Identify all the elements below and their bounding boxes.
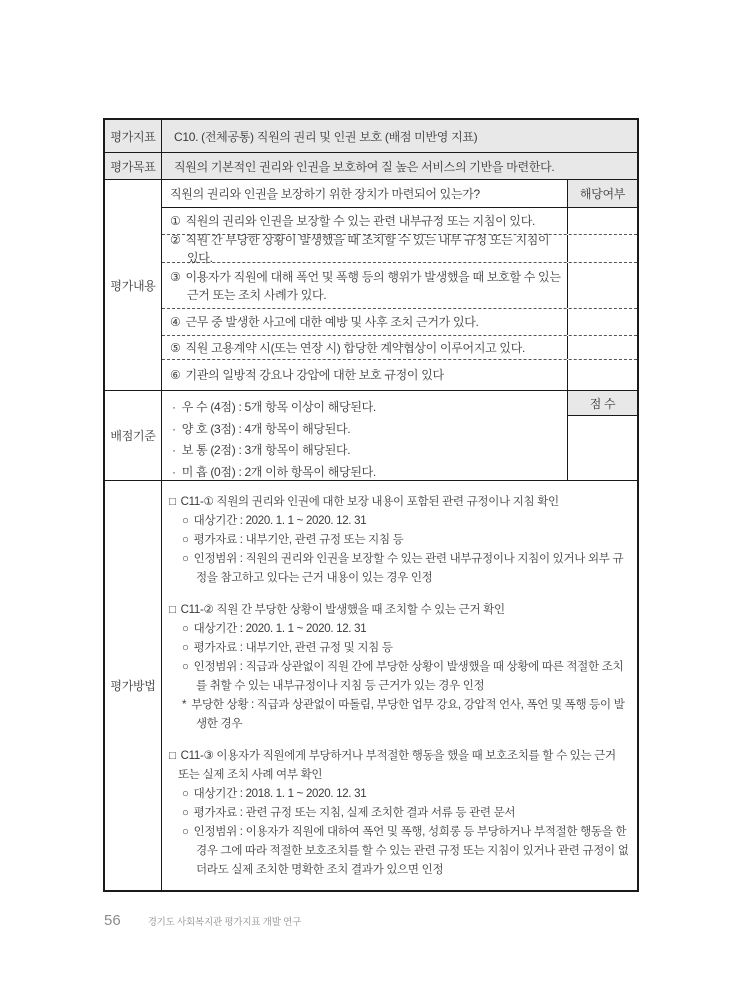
indicator-value: C10. (전체공통) 직원의 권리 및 인권 보호 (배점 미반영 지표) xyxy=(162,120,637,152)
score-cell xyxy=(568,416,637,480)
asterisk-icon: * xyxy=(182,699,187,711)
circle-icon: ○ xyxy=(182,534,189,546)
item-number-icon: ⑥ xyxy=(170,368,181,382)
method-label: 평가방법 xyxy=(105,481,162,890)
content-item-5 xyxy=(162,339,525,357)
applicability-header: 해당여부 xyxy=(567,180,637,207)
checkbox-icon: □ xyxy=(169,496,176,508)
content-item-1 xyxy=(162,212,535,230)
bullet-icon: · xyxy=(172,400,176,414)
content-item-1-text: 직원의 권리와 인권을 보장할 수 있는 관련 내부규정 또는 지침이 있다. xyxy=(185,214,536,228)
item-number-icon: ④ xyxy=(170,315,181,329)
checkbox-icon: □ xyxy=(169,604,176,616)
content-question: 직원의 권리와 인권을 보장하기 위한 장치가 마련되어 있는가? xyxy=(170,187,480,201)
page-number: 56 xyxy=(104,912,121,929)
method-block-1-item-2-text: 평가자료 : 내부기안, 관련 규정 또는 지침 등 xyxy=(193,534,404,546)
method-block-2-title-text: C11-② 직원 간 부당한 상황이 발생했을 때 조치할 수 있는 근거 확인 xyxy=(180,604,505,616)
method-block-3-title-text: C11-③ 이용자가 직원에게 부당하거나 부적절한 행동을 했을 때 보호조치를 할 수 있는 근거 또는 실제 조치 사례 여부 확인 xyxy=(178,750,616,781)
score-header: 점 수 xyxy=(568,391,637,416)
bullet-icon: · xyxy=(172,443,176,457)
method-block-3-title xyxy=(164,747,629,785)
content-item-4-text: 근무 중 발생한 사고에 대한 예방 및 사후 조치 근거가 있다. xyxy=(185,315,479,329)
scoring-criteria xyxy=(162,391,567,480)
scoring-line-1-text: 우 수 (4점) : 5개 항목 이상이 해당된다. xyxy=(181,400,376,414)
applicability-cell-3 xyxy=(567,263,637,308)
content-area xyxy=(162,180,637,390)
content-label: 평가내용 xyxy=(105,180,162,390)
circle-icon: ○ xyxy=(182,642,189,654)
scoring-label: 배점기준 xyxy=(105,391,162,480)
method-content xyxy=(162,481,637,890)
content-item-6-text: 기관의 일방적 강요나 강압에 대한 보호 규정이 있다 xyxy=(185,368,444,382)
indicator-row xyxy=(105,120,637,152)
method-block-2-item-1-text: 대상기간 : 2020. 1. 1 ~ 2020. 12. 31 xyxy=(193,623,367,635)
content-item-row xyxy=(162,232,637,265)
circle-icon: ○ xyxy=(182,661,189,673)
circle-icon: ○ xyxy=(182,807,189,819)
method-block-1-item-1 xyxy=(164,512,629,531)
circle-icon: ○ xyxy=(182,515,189,527)
method-block-2-item-2-text: 평가자료 : 내부기안, 관련 규정 및 지침 등 xyxy=(193,642,393,654)
scoring-line-1 xyxy=(172,397,561,419)
evaluation-indicator-table xyxy=(103,118,639,892)
content-item-2 xyxy=(162,231,561,267)
applicability-cell-5 xyxy=(567,336,637,359)
circle-icon: ○ xyxy=(182,826,189,838)
item-number-icon: ⑤ xyxy=(170,340,181,355)
goal-row xyxy=(105,152,637,179)
page-footer xyxy=(104,912,301,929)
scoring-line-2 xyxy=(172,419,561,441)
content-item-row xyxy=(162,360,637,390)
method-block-1-item-1-text: 대상기간 : 2020. 1. 1 ~ 2020. 12. 31 xyxy=(193,515,367,527)
method-block-3-item-2-text: 평가자료 : 관련 규정 또는 지침, 실제 조치한 결과 서류 등 관련 문서 xyxy=(193,807,516,819)
content-question-row xyxy=(162,180,637,208)
item-number-icon: ② xyxy=(170,232,181,247)
indicator-label: 평가지표 xyxy=(105,120,162,152)
method-block-2-item-1 xyxy=(164,620,629,639)
method-block-3-item-1 xyxy=(164,785,629,804)
method-block-2 xyxy=(164,601,629,734)
method-block-1-item-3 xyxy=(164,550,629,588)
scoring-line-2-text: 양 호 (3점) : 4개 항목이 해당된다. xyxy=(181,421,351,436)
footer-title: 경기도 사회복지관 평가지표 개발 연구 xyxy=(147,917,302,928)
circle-icon: ○ xyxy=(182,623,189,635)
method-block-3-item-3-text: 인정범위 : 이용자가 직원에 대하여 폭언 및 폭행, 성희롱 등 부당하거나 부적절한 행동을 한 경우 그에 따라 적절한 보호조치를 할 수 있는 관련 규정 또는 지침이 있거나 관련 규정이 없더라도 실제 조치한 명확한 조치 결과가 있으면 인정 xyxy=(193,826,629,876)
content-item-2-text: 직원 간 부당한 상황이 발생했을 때 조치할 수 있는 내부 규정 또는 지침이 있다. xyxy=(185,232,550,265)
content-item-row xyxy=(162,336,637,360)
method-block-2-item-3 xyxy=(164,658,629,696)
method-section xyxy=(105,480,637,890)
circle-icon: ○ xyxy=(182,788,189,800)
goal-value: 직원의 기본적인 권리와 인권을 보호하여 질 높은 서비스의 기반을 마련한다. xyxy=(162,153,637,179)
method-block-1-item-2 xyxy=(164,531,629,550)
method-block-2-title xyxy=(164,601,629,620)
content-item-3 xyxy=(162,268,561,304)
content-item-row xyxy=(162,309,637,336)
applicability-cell-4 xyxy=(567,309,637,335)
method-block-2-note xyxy=(164,696,629,734)
goal-label: 평가목표 xyxy=(105,153,162,179)
content-section xyxy=(105,179,637,390)
checkbox-icon: □ xyxy=(169,750,176,762)
content-item-3-text: 이용자가 직원에 대해 폭언 및 폭행 등의 행위가 발생했을 때 보호할 수 있는 근거 또는 조치 사례가 있다. xyxy=(185,269,561,302)
method-block-2-item-3-text: 인정범위 : 직급과 상관없이 직원 간에 부당한 상황이 발생했을 때 상황에 따른 적절한 조치를 취할 수 있는 내부규정이나 지침 등 근거가 있는 경우 인정 xyxy=(193,661,624,692)
method-block-2-item-2 xyxy=(164,639,629,658)
content-item-4 xyxy=(162,313,479,331)
applicability-cell-6 xyxy=(567,360,637,390)
scoring-line-3 xyxy=(172,440,561,462)
scoring-section xyxy=(105,390,637,480)
method-block-1 xyxy=(164,493,629,588)
method-block-1-title xyxy=(164,493,629,512)
content-item-6 xyxy=(162,366,444,384)
content-item-5-text: 직원 고용계약 시(또는 연장 시) 합당한 계약협상이 이루어지고 있다. xyxy=(185,340,526,355)
method-block-3-item-2 xyxy=(164,804,629,823)
applicability-cell-2 xyxy=(567,235,637,262)
method-block-3-item-1-text: 대상기간 : 2018. 1. 1 ~ 2020. 12. 31 xyxy=(193,788,367,800)
item-number-icon: ③ xyxy=(170,269,181,284)
applicability-cell-1 xyxy=(567,208,637,234)
bullet-icon: · xyxy=(172,464,176,479)
content-item-row xyxy=(162,263,637,309)
circle-icon: ○ xyxy=(182,553,189,565)
scoring-line-4-text: 미 흡 (0점) : 2개 이하 항목이 해당된다. xyxy=(181,464,376,479)
method-block-3-item-3 xyxy=(164,823,629,880)
bullet-icon: · xyxy=(172,421,176,436)
method-block-3 xyxy=(164,747,629,880)
item-number-icon: ① xyxy=(170,214,181,228)
scoring-line-3-text: 보 통 (2점) : 3개 항목이 해당된다. xyxy=(181,443,351,457)
method-block-1-title-text: C11-① 직원의 권리와 인권에 대한 보장 내용이 포함된 관련 규정이나 지침 확인 xyxy=(180,496,559,508)
score-column xyxy=(567,391,637,480)
method-block-2-note-text: 부당한 상황 : 직급과 상관없이 따돌림, 부당한 업무 강요, 강압적 언사, 폭언 및 폭행 등이 발생한 경우 xyxy=(191,699,625,730)
method-block-1-item-3-text: 인정범위 : 직원의 권리와 인권을 보장할 수 있는 관련 내부규정이나 지침이 있거나 외부 규정을 참고하고 있다는 근거 내용이 있는 경우 인정 xyxy=(193,553,624,584)
scoring-line-4 xyxy=(172,462,561,484)
